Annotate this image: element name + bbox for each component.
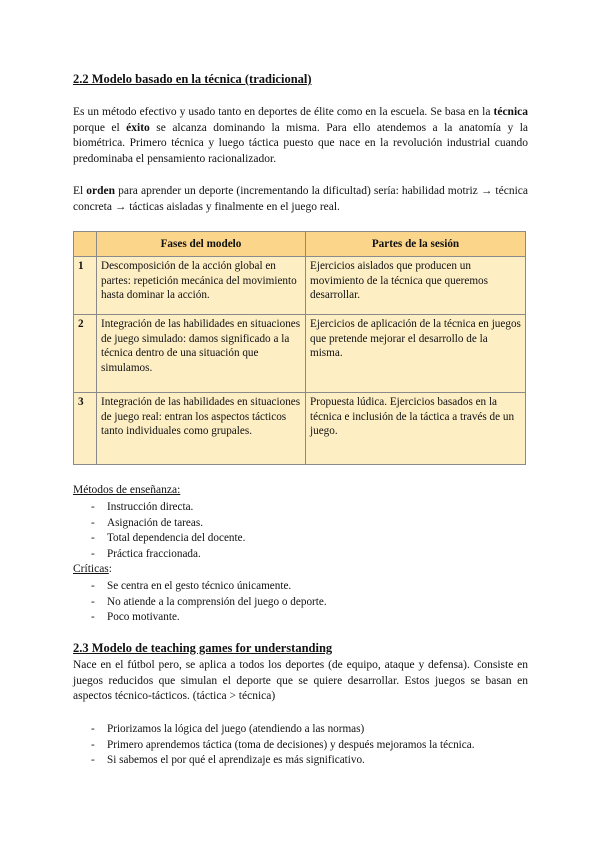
intro-paragraph: Es un método efectivo y usado tanto en deportes de élite como en la escuela. Se basa en la técnica porque el éxito se alcanza dominando la misma. Para ello atendemos a la anatomía y la biométrica. Primero técnica y luego táctica puesto que nace en la revolución industrial cuando predominaba el pensamiento racionalizador. [73, 106, 528, 165]
list-item: - Priorizamos la lógica del juego (atendiendo a las normas) [73, 722, 475, 738]
list-item: - Asignación de tareas. [73, 516, 245, 532]
list-item: - Total dependencia del docente. [73, 531, 245, 547]
order-paragraph: El orden para aprender un deporte (incrementando la dificultad) sería: habilidad motriz → técnica concreta → tácticas aisladas y finalmente en el juego real. [73, 185, 528, 213]
row-fase: Integración de las habilidades en situaciones de juego real: entran los aspectos tácticos tanto individuales como grupales. [97, 393, 306, 465]
row-number: 2 [74, 315, 97, 393]
criticas-list [73, 579, 327, 626]
row-parte: Ejercicios de aplicación de la técnica en juegos que pretende mejorar el desarrollo de la misma. [306, 315, 526, 393]
table-header-fases: Fases del modelo [97, 232, 306, 257]
table-header-row [74, 232, 526, 257]
list-item: - Se centra en el gesto técnico únicamente. [73, 579, 327, 595]
table-row [74, 393, 526, 465]
section-title-2-2: 2.2 Modelo basado en la técnica (tradicional) [73, 72, 312, 86]
row-number: 1 [74, 257, 97, 315]
list-item: - Práctica fraccionada. [73, 547, 245, 563]
list-item: - Poco motivante. [73, 610, 327, 626]
tgfu-list [73, 722, 475, 769]
criticas-heading: Críticas: [73, 563, 112, 575]
row-parte: Ejercicios aislados que producen un movimiento de la técnica que queremos desarrollar. [306, 257, 526, 315]
metodos-list [73, 500, 245, 562]
table-header-number [74, 232, 97, 257]
model-phases-table [73, 231, 526, 465]
table-header-partes: Partes de la sesión [306, 232, 526, 257]
tgfu-intro-paragraph: Nace en el fútbol pero, se aplica a todos los deportes (de equipo, ataque y defensa). Consiste en juegos reducidos que simulan el deporte que se quiere desarrollar. Estos juegos se basan en aspectos técnico-tácticos. (táctica > técnica) [73, 659, 528, 702]
list-item: - No atiende a la comprensión del juego o deporte. [73, 595, 327, 611]
row-parte: Propuesta lúdica. Ejercicios basados en la técnica e inclusión de la táctica a través de un juego. [306, 393, 526, 465]
table-row [74, 257, 526, 315]
row-number: 3 [74, 393, 97, 465]
list-item: - Instrucción directa. [73, 500, 245, 516]
table-row [74, 315, 526, 393]
row-fase: Integración de las habilidades en situaciones de juego simulado: damos significado a la técnica dentro de una situación que simulamos. [97, 315, 306, 393]
section-title-2-3: 2.3 Modelo de teaching games for understanding [73, 641, 333, 655]
list-item: - Primero aprendemos táctica (toma de decisiones) y después mejoramos la técnica. [73, 738, 475, 754]
row-fase: Descomposición de la acción global en partes: repetición mecánica del movimiento hasta dominar la acción. [97, 257, 306, 315]
metodos-heading: Métodos de enseñanza: [73, 484, 181, 496]
list-item: - Si sabemos el por qué el aprendizaje es más significativo. [73, 753, 475, 769]
